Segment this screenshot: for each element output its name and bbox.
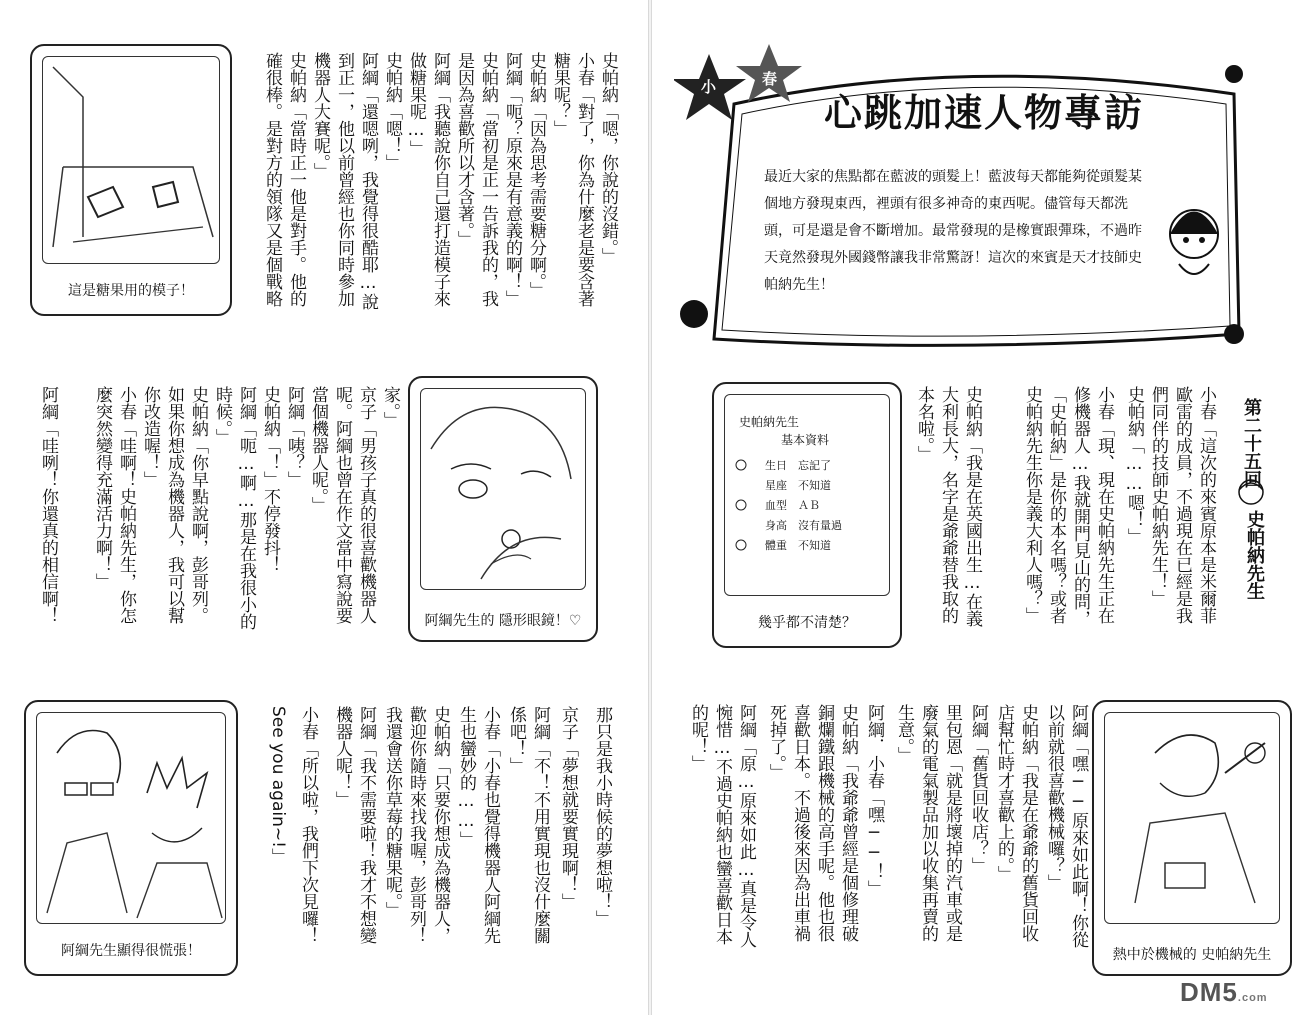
dialogue-column: 生意。」 xyxy=(894,704,914,764)
dialogue-column: 你改造喔！」 xyxy=(140,386,160,488)
dialogue-column: 們同伴的技師史帕納先生！」 xyxy=(1148,386,1168,607)
dialogue-column: 的呢！」 xyxy=(688,704,708,772)
dialogue-column: 「史帕納」是你的本名嗎？或者 xyxy=(1046,386,1066,624)
banner-title: 心跳加速人物專訪 xyxy=(824,91,1145,135)
frame-caption: 阿綱先生顯得很慌張！ xyxy=(61,943,201,959)
sketch-tsuna-face xyxy=(420,388,586,590)
dialogue-column: 惋惜…不過史帕納也蠻喜歡日本 xyxy=(712,704,732,945)
note-subtitle: 基本資料 xyxy=(781,433,830,447)
dialogue-column: 那只是我小時候的夢想啦！」 xyxy=(592,706,612,927)
dialogue-column: 到正一，他以前曾經也你同時參加 xyxy=(334,52,354,307)
logo-sub: .com xyxy=(1237,992,1268,1004)
dialogue-column: 修機器人…我就開門見山的問， xyxy=(1070,386,1090,627)
dialogue-column: 銅爛鐵跟機械的高手呢。他也很 xyxy=(814,704,834,942)
dialogue-column: 家。」 xyxy=(380,386,400,429)
dialogue-column: 以前就很喜歡機械囉？」 xyxy=(1044,704,1064,891)
frame-caption: 幾乎都不清楚？ xyxy=(758,615,856,631)
dialogue-column: 阿綱「還嗯咧，我覺得很酷耶…說 xyxy=(358,52,378,310)
chapter-number: 第二十五回 xyxy=(1241,398,1262,488)
dialogue-column: 我還會送你草莓的糖果呢。」 xyxy=(382,706,402,919)
site-logo xyxy=(1180,977,1268,1008)
dialogue-column: 史帕納「我爺爺曾經是個修理破 xyxy=(838,704,858,942)
dialogue-column: 生也蠻妙的……」 xyxy=(456,706,476,848)
dialogue-column: 史帕納「因為思考需要糖分啊。」 xyxy=(526,52,546,299)
dialogue-column: 阿綱「我聽說你自己還打造模子來 xyxy=(430,52,450,307)
characters-illustration xyxy=(37,713,225,923)
dialogue-column: 糖果呢？」 xyxy=(550,52,570,137)
dialogue-column: 大利長大，名字是爺爺替我取的 xyxy=(938,386,958,624)
dialogue-column: 呢。阿綱也曾在作文當中寫說要 xyxy=(332,386,352,624)
note-row: 生日 忘記了 xyxy=(765,459,831,472)
frame-caption: 阿綱先生的 隱形眼鏡！♡ xyxy=(424,613,582,629)
dialogue-column: 史帕納「當初是正一告訴我的，我 xyxy=(478,52,498,307)
dialogue-column: 阿綱「不！不用實現也沒什麼關 xyxy=(530,706,550,944)
dialogue-column: 史帕納先生你是義大利人嗎？」 xyxy=(1022,386,1042,624)
dialogue-column: 阿綱「原…原來如此…真是令人 xyxy=(736,704,756,948)
dialogue-column: 當個機器人呢。」 xyxy=(308,386,328,514)
sketch-spanner-working xyxy=(1104,712,1280,924)
dialogue-column: 小春「小春也覺得機器人阿綱先 xyxy=(480,706,500,944)
frame-caption: 熱中於機械的 史帕納先生 xyxy=(1112,947,1272,963)
dialogue-column: 廢氣的電氣製品加以收集再賣的 xyxy=(918,704,938,942)
dialogue-column: 史帕納「只要你想成為機器人， xyxy=(430,706,450,944)
dialogue-column: 機器人大賽呢。」 xyxy=(310,52,330,180)
photo-frame-panicked xyxy=(24,700,238,976)
dialogue-column: 小春「哇啊！史帕納先生，你怎 xyxy=(116,386,136,624)
dialogue-column: 小春「這次的來賓原本是米爾菲 xyxy=(1196,386,1216,624)
dialogue-column: 小春「現、現在史帕納先生正在 xyxy=(1094,386,1114,624)
dialogue-column: 確很棒。是對方的領隊又是個戰略 xyxy=(262,52,282,307)
dialogue-column: 阿綱「我不需要啦！我才不想變 xyxy=(356,706,376,944)
dialogue-column: 做糖果呢…」 xyxy=(406,52,426,157)
dialogue-column: 是因為喜歡所以才含著。」 xyxy=(454,52,474,248)
dialogue-column: 史帕納「我是在英國出生…在義 xyxy=(962,386,982,627)
dialogue-column: 店幫忙時才喜歡上的。」 xyxy=(994,704,1014,883)
face-illustration xyxy=(421,389,585,589)
dialogue-column: 時候。」 xyxy=(212,386,232,446)
interview-banner xyxy=(674,34,1254,364)
note-row: 星座 不知道 xyxy=(765,479,831,492)
sketch-two-characters xyxy=(36,712,226,924)
guest-portrait-icon xyxy=(1236,476,1266,512)
dialogue-column: 麼突然變得充滿活力啊！」 xyxy=(92,386,112,590)
badge-char: 春 xyxy=(762,70,778,88)
note-row: 體重 不知道 xyxy=(765,539,831,552)
note-title: 史帕納先生 xyxy=(739,415,800,429)
dialogue-column: 係吧！」 xyxy=(506,706,526,774)
intro-paragraph: 最近大家的焦點都在藍波的頭髮上！藍波每天都能夠從頭髮某個地方發現東西，裡頭有很多神奇的東西呢。儘管每天都洗頭，可是還是會不斷增加。最常發現的是橡實跟彈珠，不過昨天竟然發現外國錢幣讓我非常驚訝！這次的來賓是天才技師史帕納先生！ xyxy=(764,169,1142,293)
right-page xyxy=(650,0,1300,1015)
spanner-illustration xyxy=(1105,713,1279,913)
dialogue-column: 京子「男孩子真的很喜歡機器人 xyxy=(356,386,376,624)
dialogue-column: 史帕納「！」不停發抖！ xyxy=(260,386,280,573)
photo-frame-profile-note xyxy=(712,382,902,648)
dialogue-column: 阿綱「嘿──原來如此啊！你從 xyxy=(1068,704,1088,948)
dialogue-column: 阿綱「呃…啊…那是在我很小的 xyxy=(236,386,256,630)
frame-caption: 這是糖果用的模子！ xyxy=(68,283,194,299)
note-row: 血型 ＡＢ xyxy=(765,499,820,512)
dialogue-column: 死掉了。」 xyxy=(766,704,786,781)
dialogue-column: 歐雷的成員，不過現在已經是我 xyxy=(1172,386,1192,624)
dialogue-column: 京子「夢想就要實現啊！」 xyxy=(558,706,578,910)
dialogue-column: 歡迎你隨時來找我喔，彭哥列！ xyxy=(406,706,426,944)
dialogue-column: 阿綱．小春「嘿──！」 xyxy=(864,704,884,897)
profile-note xyxy=(724,394,890,596)
dialogue-column: 史帕納「我是在爺爺的舊貨回收 xyxy=(1018,704,1038,942)
dialogue-column: 史帕納「當時正一他是對手。他的 xyxy=(286,52,306,307)
dialogue-column: 阿綱「咦？」 xyxy=(284,386,304,488)
dialogue-column: 機器人呢！」 xyxy=(332,706,352,808)
dialogue-column: 史帕納「嗯！」 xyxy=(382,52,402,171)
dialogue-column: 喜歡日本。不過後來因為出車禍 xyxy=(790,704,810,942)
logo-main: DM5 xyxy=(1180,977,1238,1007)
dialogue-column: 史帕納「……嗯！」 xyxy=(1124,386,1144,545)
note-row: 身高 沒有量過 xyxy=(765,519,842,532)
chibi-character-icon xyxy=(1154,194,1234,284)
ring-binder-icon xyxy=(731,445,751,595)
dialogue-column: 小春「所以啦，我們下次見囉！ xyxy=(298,706,318,944)
dialogue-column: 史帕納「你早點說啊，彭哥列。 xyxy=(188,386,208,624)
badge-char: 小 xyxy=(701,78,717,96)
photo-frame-glasses xyxy=(408,376,598,642)
guest-name: 史帕納先生 xyxy=(1244,510,1265,600)
dialogue-column: 里包恩「就是將壞掉的汽車或是 xyxy=(942,704,962,942)
candy-mold-illustration xyxy=(43,57,219,263)
sketch-candy-mold xyxy=(42,56,220,264)
dialogue-column: 阿綱「呃？原來是有意義的啊！」 xyxy=(502,52,522,307)
dialogue-column: 阿綱「舊貨回收店？」 xyxy=(968,704,988,874)
dialogue-column: 如果你想成為機器人，我可以幫 xyxy=(164,386,184,624)
dialogue-column: See you again~!」 xyxy=(268,706,288,865)
dialogue-column: 小春「對了，你為什麼老是要含著 xyxy=(574,52,594,307)
dialogue-column: 史帕納「嗯，你說的沒錯。」 xyxy=(598,52,618,265)
photo-frame-candy-mold xyxy=(30,44,232,316)
photo-frame-machinist xyxy=(1092,700,1292,976)
dialogue-column: 阿綱「哇咧！你還真的相信啊！ xyxy=(38,386,58,624)
dialogue-column: 本名啦。」 xyxy=(914,386,934,463)
